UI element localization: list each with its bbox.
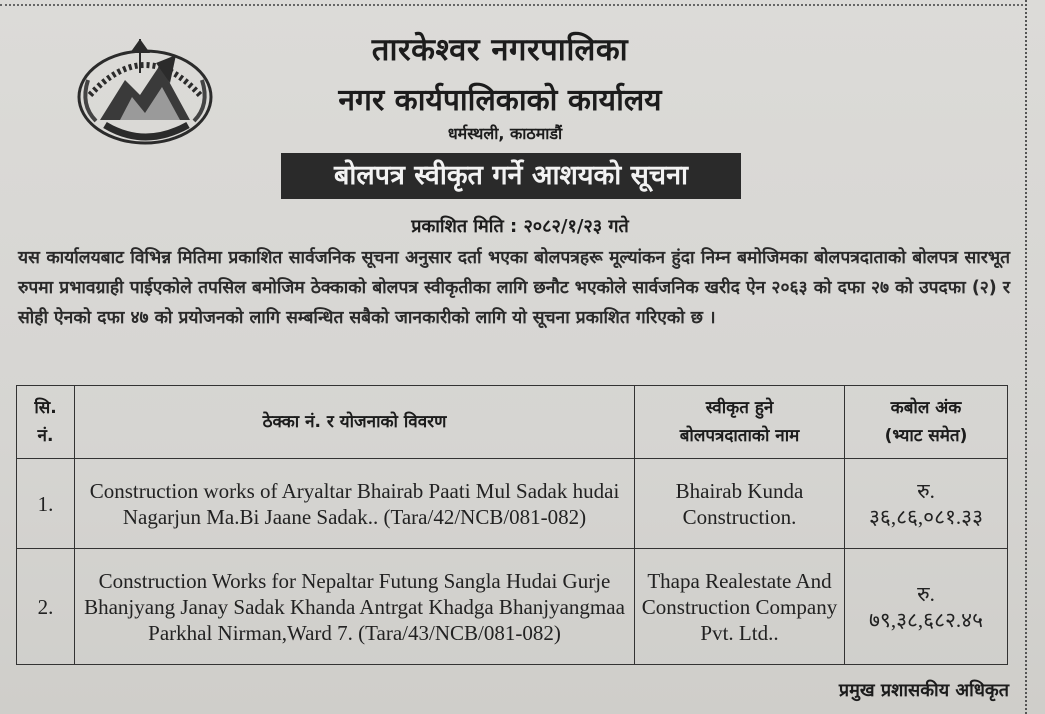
right-cut-line — [1025, 0, 1027, 714]
header-amount-line2: (भ्याट समेत) — [884, 426, 968, 446]
signatory-title: प्रमुख प्रशासकीय अधिकृत — [838, 680, 1009, 701]
row-quoted-amount — [845, 549, 1008, 665]
row-contract-description: Construction Works for Nepaltar Futung Sangla Hudai Gurje Bhanjyang Janay Sadak Khanda Antrgat Khadga Bhanjyangmaa Parkhal Nirman,Ward 7. (Tara/43/NCB/081-082) — [75, 549, 635, 665]
table-row — [17, 459, 1008, 549]
row-contract-description: Construction works of Aryaltar Bhairab Paati Mul Sadak hudai Nagarjun Ma.Bi Jaane Sadak.. (Tara/42/NCB/081-082) — [75, 459, 635, 549]
row-bidder-name: Thapa Realestate And Construction Company Pvt. Ltd.. — [635, 549, 845, 665]
header-sn-line2: नं. — [37, 426, 54, 446]
header-bidder-line1: स्वीकृत हुने — [705, 398, 774, 418]
header-bidder-name — [635, 386, 845, 459]
row-amount-value: ३६,८६,०८१.३३ — [868, 504, 984, 529]
row-currency: रु. — [917, 581, 935, 606]
header-sn-line1: सि. — [34, 398, 57, 418]
notice-body-paragraph: यस कार्यालयबाट विभिन्न मितिमा प्रकाशित सार्वजनिक सूचना अनुसार दर्ता भएका बोलपत्रहरू मूल्यांकन हुंदा निम्न बमोजिमका बोलपत्रदाताको बोलपत्र सारभूत रुपमा प्रभावग्राही पाईएकोले तपसिल बमोजिम ठेक्काको बोलपत्र स्वीकृतीका लागि छनौट भएकोले सार्वजनिक खरीद ऐन २०६३ को दफा २७ को उपदफा (२) र सोही ऐनको दफा ४७ को प्रयोजनको लागि सम्बन्धित सबैको जानकारीको लागि यो सूचना प्रकाशित गरिएको छ । — [18, 248, 1010, 328]
row-amount-value: ७९,३८,६८२.४५ — [868, 607, 984, 632]
header-amount-line1: कबोल अंक — [890, 398, 962, 418]
published-date: प्रकाशित मिति : २०८२/१/२३ गते — [411, 216, 629, 237]
header-contract-description: ठेक्का नं. र योजनाको विवरण — [75, 386, 635, 459]
municipality-title: तारकेश्वर नगरपालिका — [371, 32, 629, 68]
row-serial-number: 1. — [17, 459, 75, 549]
notice-banner-title: बोलपत्र स्वीकृत गर्ने आशयको सूचना — [281, 153, 741, 199]
office-title: नगर कार्यपालिकाको कार्यालय — [338, 83, 662, 118]
header-bidder-line2: बोलपत्रदाताको नाम — [679, 426, 800, 446]
top-cut-line — [0, 4, 1027, 6]
table-header-row — [17, 386, 1008, 459]
table-row — [17, 549, 1008, 665]
header-quoted-amount — [845, 386, 1008, 459]
office-address: धर्मस्थली, काठमाडौं — [447, 124, 563, 143]
row-serial-number: 2. — [17, 549, 75, 665]
header-serial-number — [17, 386, 75, 459]
row-bidder-name: Bhairab Kunda Construction. — [635, 459, 845, 549]
bid-acceptance-table — [16, 385, 1008, 665]
row-currency: रु. — [917, 478, 935, 503]
nepal-government-emblem-icon — [70, 25, 220, 150]
row-quoted-amount — [845, 459, 1008, 549]
